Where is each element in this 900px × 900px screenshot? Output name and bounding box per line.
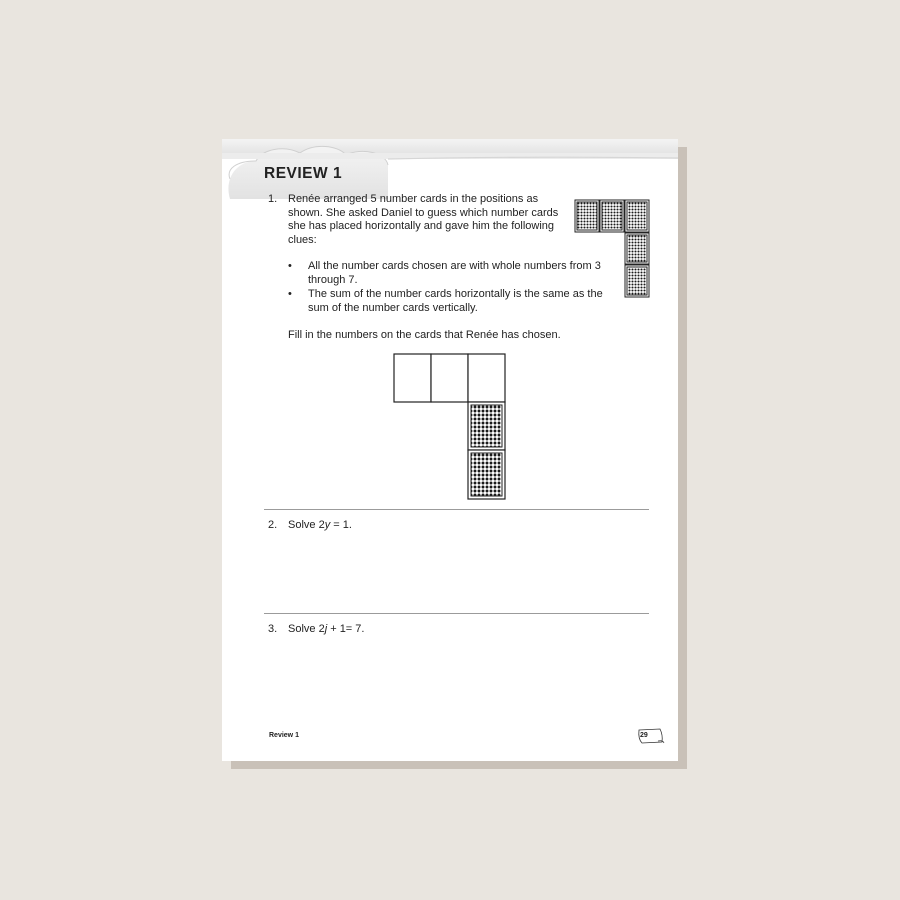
answer-card-blank-1	[394, 354, 431, 402]
page-title: REVIEW 1	[264, 165, 343, 182]
clue-list	[288, 260, 604, 316]
question-1-text: Renée arranged 5 number cards in the positions as shown. She asked Daniel to guess which number cards she has placed horizontally and gave him the following clues:	[288, 193, 559, 246]
answer-card-blank-2	[431, 354, 468, 402]
question-1-instruction: Fill in the numbers on the cards that Renée has chosen.	[288, 329, 561, 341]
footer-label: Review 1	[269, 732, 299, 739]
worksheet-page	[222, 139, 678, 761]
question-3-number: 3.	[268, 623, 278, 635]
question-3-text: Solve 2j + 1= 7.	[288, 623, 365, 635]
clue-item: • All the number cards chosen are with whole numbers from 3 through 7.	[288, 260, 601, 286]
clue-item: • The sum of the number cards horizontally is the same as the sum of the number cards vertically.	[288, 288, 603, 314]
divider-2	[264, 613, 649, 614]
question-2-number: 2.	[268, 519, 278, 531]
page-number: 29	[640, 732, 648, 739]
answer-card-blank-3	[468, 354, 505, 402]
question-1-number: 1.	[268, 193, 278, 205]
question-2-text: Solve 2y = 1.	[288, 519, 352, 531]
answer-card-grid	[393, 353, 507, 501]
divider-1	[264, 509, 649, 510]
